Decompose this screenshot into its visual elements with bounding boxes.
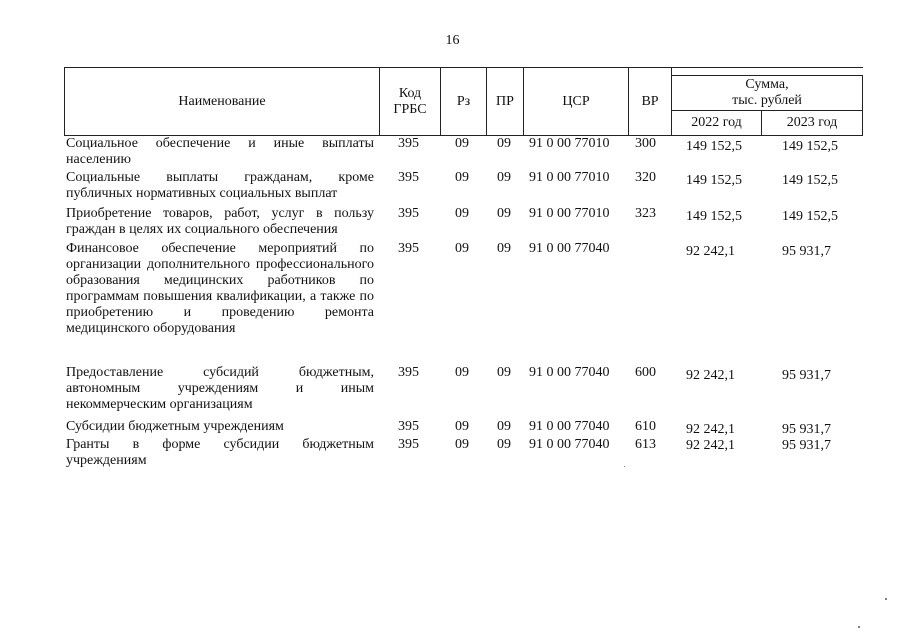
header-kod [380,68,440,135]
row-rz: 09 [455,170,469,185]
row-csr: 91 0 00 77010 [529,136,610,151]
scan-speck [885,598,887,600]
row-vr: 323 [635,206,656,221]
row-kod: 395 [398,365,419,380]
row-sum-2022: 92 242,1 [686,438,735,453]
row-csr: 91 0 00 77040 [529,365,610,380]
header-name: Наименование [178,93,266,109]
table-header [64,67,863,136]
row-kod: 395 [398,136,419,151]
header-year-2023: 2023 год [786,115,838,130]
header-sum-line2: тыс. рублей [732,93,802,108]
row-sum-2022: 149 152,5 [686,173,742,188]
row-sum-2023: 95 931,7 [782,422,831,437]
header-year-2022: 2022 год [691,115,742,130]
row-sum-2022: 149 152,5 [686,139,742,154]
header-kod-line2: ГРБС [393,101,427,117]
row-rz: 09 [455,206,469,221]
row-csr: 91 0 00 77040 [529,241,610,256]
row-kod: 395 [398,241,419,256]
row-name: Социальное обеспечение и иные выплаты населению [66,136,374,167]
row-sum-2023: 95 931,7 [782,368,831,383]
row-vr: 613 [635,437,656,452]
row-pr: 09 [497,170,511,185]
row-sum-2023: 149 152,5 [782,173,838,188]
row-vr: 610 [635,419,656,434]
row-sum-2023: 95 931,7 [782,438,831,453]
scan-speck [624,466,625,467]
row-kod: 395 [398,419,419,434]
header-rz: Рз [456,93,471,109]
row-name: Предоставление субсидий бюджетным, автономным учреждениям и иным некоммерческим организациям [66,365,374,412]
row-kod: 395 [398,170,419,185]
row-name: Финансовое обеспечение мероприятий по организации дополнительного профессионального образования медицинских работников по программам повышения квалификации, а также по приобретению и проведению ремонта медицинского оборудования [66,241,374,336]
header-csr: ЦСР [562,93,590,109]
row-kod: 395 [398,206,419,221]
row-csr: 91 0 00 77010 [529,206,610,221]
header-sum [672,76,862,110]
row-rz: 09 [455,437,469,452]
row-rz: 09 [455,365,469,380]
row-rz: 09 [455,136,469,151]
header-kod-line1: Код [398,85,422,101]
row-name: Субсидии бюджетным учреждениям [66,419,284,434]
row-rz: 09 [455,419,469,434]
row-sum-2022: 149 152,5 [686,209,742,224]
header-pr: ПР [496,93,514,109]
row-sum-2022: 92 242,1 [686,244,735,259]
row-vr: 600 [635,365,656,380]
row-kod: 395 [398,437,419,452]
row-name: Социальные выплаты гражданам, кроме публичных нормативных социальных выплат [66,170,374,201]
row-sum-2023: 95 931,7 [782,244,831,259]
row-sum-2022: 92 242,1 [686,368,735,383]
row-sum-2022: 92 242,1 [686,422,735,437]
header-sum-line1: Сумма, [745,77,789,92]
row-vr: 320 [635,170,656,185]
row-pr: 09 [497,437,511,452]
row-csr: 91 0 00 77010 [529,170,610,185]
row-rz: 09 [455,241,469,256]
page-number: 16 [445,33,460,48]
row-name: Гранты в форме субсидии бюджетным учреждениям [66,437,374,468]
header-vr: ВР [641,93,659,109]
scan-speck [858,626,860,628]
row-vr: 300 [635,136,656,151]
row-pr: 09 [497,206,511,221]
row-sum-2023: 149 152,5 [782,209,838,224]
row-pr: 09 [497,365,511,380]
row-csr: 91 0 00 77040 [529,437,610,452]
row-sum-2023: 149 152,5 [782,139,838,154]
row-pr: 09 [497,241,511,256]
row-name: Приобретение товаров, работ, услуг в пользу граждан в целях их социального обеспечения [66,206,374,237]
row-pr: 09 [497,419,511,434]
row-csr: 91 0 00 77040 [529,419,610,434]
row-pr: 09 [497,136,511,151]
